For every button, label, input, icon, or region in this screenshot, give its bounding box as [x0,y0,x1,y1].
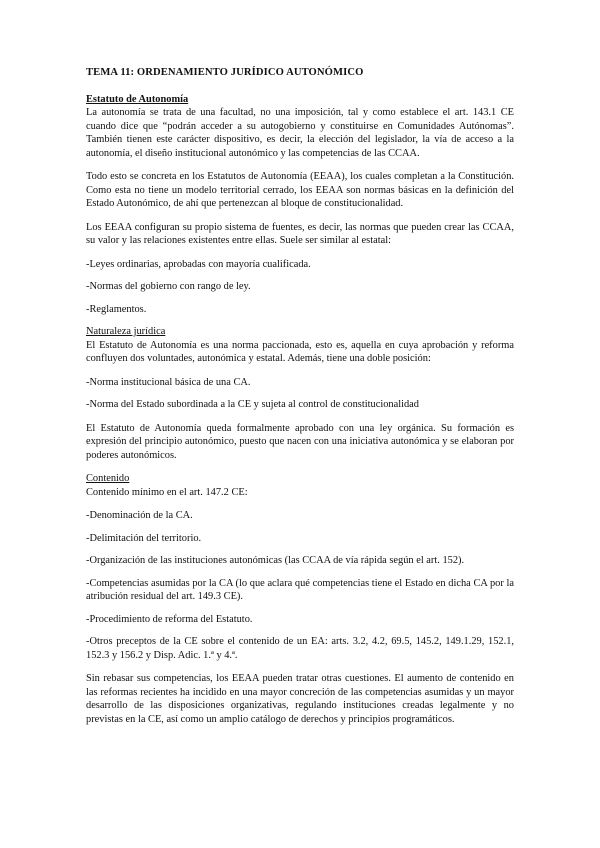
section-heading-contenido: Contenido [86,473,130,484]
estatuto-paragraph-3: Los EEAA configuran su propio sistema de fuentes, es decir, las normas que pueden crear las CCAA, su valor y las relaciones existentes entre ellas. Suele ser similar al estatal: [86,221,514,246]
estatuto-paragraph-2: Todo esto se concreta en los Estatutos de Autonomía (EEAA), los cuales completan a la Constitución. Como esta no tiene un modelo territorial cerrado, los EEAA son normas básicas en la definición del Estado Autonómico, de ahí que pertenezcan al bloque de constitucionalidad. [86,171,514,209]
naturaleza-paragraph-1: El Estatuto de Autonomía es una norma paccionada, esto es, aquella en cuya aprobación y reforma confluyen dos voluntades, autonómica y estatal. Además, tiene una doble posición: [86,339,514,364]
contenido-list-item: -Competencias asumidas por la CA (lo que aclara qué competencias tiene el Estado en dicha CA por la atribución residual del art. 149.3 CE). [86,577,514,602]
contenido-list-item: -Denominación de la CA. [86,510,193,521]
contenido-list-item: -Otros preceptos de la CE sobre el contenido de un EA: arts. 3.2, 4.2, 69.5, 145.2, 149.1.29, 152.1, 152.3 y 156.2 y Disp. Adic. 1.ª y 4.ª. [86,636,514,661]
section-heading-naturaleza: Naturaleza jurídica [86,326,166,337]
section-heading-estatuto: Estatuto de Autonomía [86,93,189,105]
document-page [86,66,514,736]
posicion-list-item: -Norma del Estado subordinada a la CE y sujeta al control de constitucionalidad [86,399,419,410]
fuentes-list-item: -Leyes ordinarias, aprobadas con mayoría cualificada. [86,258,311,270]
contenido-list-item: -Delimitación del territorio. [86,532,202,544]
posicion-list-item: -Norma institucional básica de una CA. [86,376,251,388]
fuentes-list-item: -Normas del gobierno con rango de ley. [86,281,251,292]
document-title: TEMA 11: ORDENAMIENTO JURÍDICO AUTONÓMICO [86,67,364,78]
contenido-list-item: -Organización de las instituciones autonómicas (las CCAA de vía rápida según el art. 152). [86,555,465,566]
estatuto-paragraph-1: La autonomía se trata de una facultad, no una imposición, tal y como establece el art. 143.1 CE cuando dice que “podrán acceder a su autogobierno y constituirse en Comunidades Autónomas”. También tienen este carácter dispositivo, es decir, la elección del legislador, la vía de acceso a la autonomía, el diseño institucional autonómico y las competencias de las CCAA. [86,107,514,159]
contenido-paragraph-final: Sin rebasar sus competencias, los EEAA pueden tratar otras cuestiones. El aumento de contenido en las reformas recientes ha incidido en una mayor concreción de las competencias asumidas y un mayor desarrollo de las disposiciones organizativas, regulando instituciones creadas legalmente y no previstas en la CE, así como un amplio catálogo de derechos y principios programáticos. [86,673,514,725]
fuentes-list-item: -Reglamentos. [86,303,147,315]
contenido-intro: Contenido mínimo en el art. 147.2 CE: [86,486,248,498]
contenido-list-item: -Procedimiento de reforma del Estatuto. [86,613,253,625]
naturaleza-paragraph-2: El Estatuto de Autonomía queda formalmente aprobado con una ley orgánica. Su formación es expresión del principio autonómico, puesto que nacen con una iniciativa autonómica y se elaboran por poderes autonómicos. [86,422,514,461]
